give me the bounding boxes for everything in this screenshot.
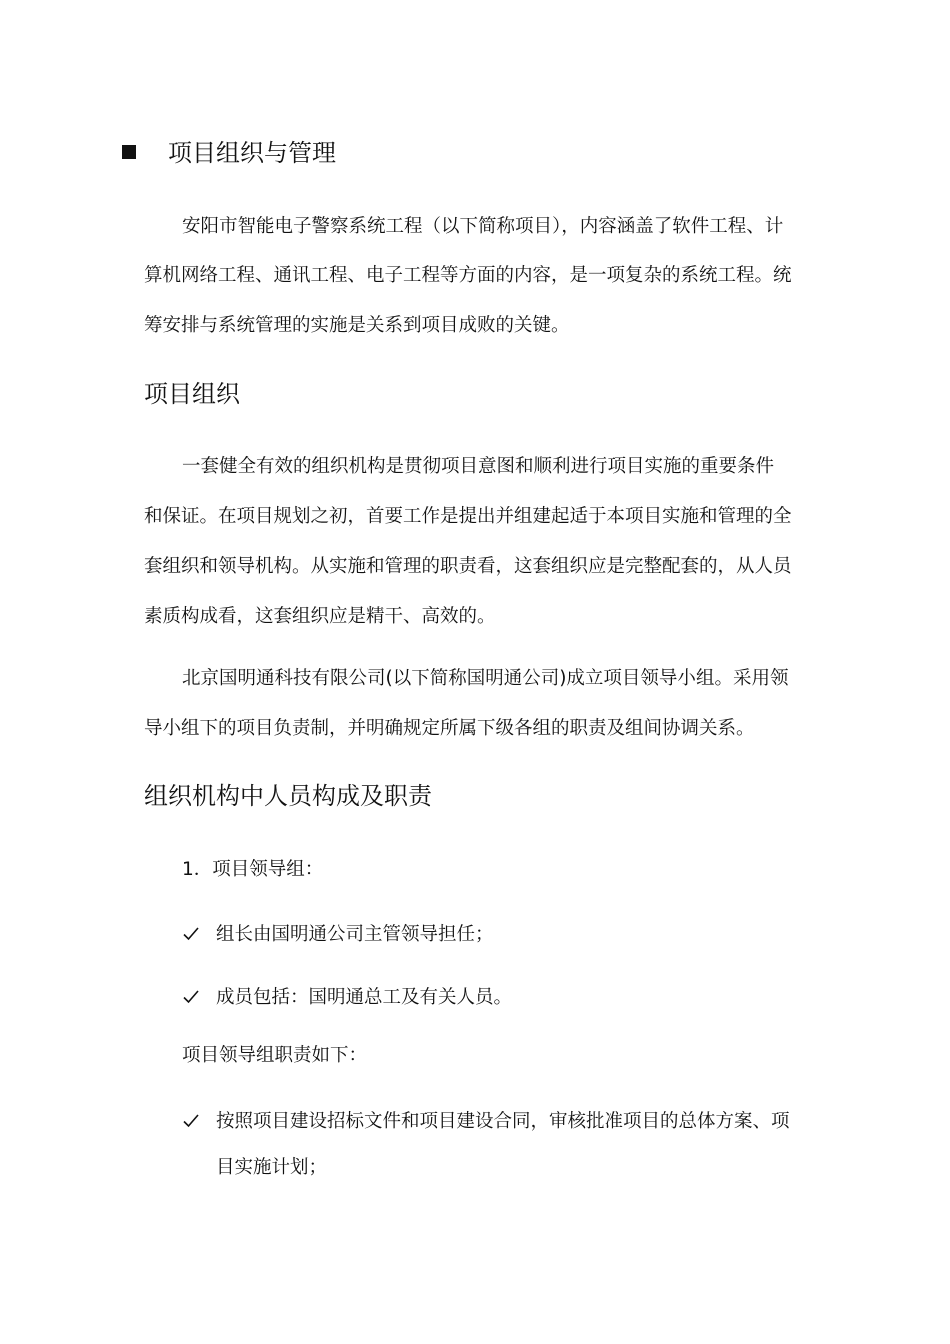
intro-line-1: 安阳市智能电子警察系统工程（以下简称项目），内容涵盖了软件工程、计 bbox=[182, 216, 784, 237]
intro-line-3: 筹安排与系统管理的实施是关系到项目成败的关键。 bbox=[144, 315, 570, 336]
heading-project-organization: 项目组织 bbox=[144, 380, 240, 408]
org-line-3: 套组织和领导机构。从实施和管理的职责看，这套组织应是完整配套的，从人员 bbox=[144, 556, 792, 577]
duty-item-line-1: 按照项目建设招标文件和项目建设合同，审核批准项目的总体方案、项 bbox=[216, 1111, 790, 1132]
square-bullet-icon bbox=[122, 145, 136, 159]
duties-title: 项目领导组职责如下： bbox=[182, 1045, 368, 1066]
checkmark-icon bbox=[182, 1112, 200, 1130]
item-1-title: 1．项目领导组： bbox=[182, 859, 324, 880]
company-line-2: 导小组下的项目负责制，并明确规定所属下级各组的职责及组间协调关系。 bbox=[144, 718, 755, 739]
intro-line-2: 算机网络工程、通讯工程、电子工程等方面的内容，是一项复杂的系统工程。统 bbox=[144, 265, 792, 286]
org-line-4: 素质构成看，这套组织应是精干、高效的。 bbox=[144, 606, 496, 627]
checkmark-icon bbox=[182, 925, 200, 943]
checkmark-icon bbox=[182, 988, 200, 1006]
heading-staff-and-duties: 组织机构中人员构成及职责 bbox=[144, 782, 432, 810]
section-title: 项目组织与管理 bbox=[168, 139, 336, 167]
duty-item-line-2: 目实施计划； bbox=[216, 1157, 328, 1178]
company-line-1: 北京国明通科技有限公司(以下简称国明通公司)成立项目领导小组。采用领 bbox=[182, 668, 789, 689]
org-line-1: 一套健全有效的组织机构是贯彻项目意图和顺利进行项目实施的重要条件 bbox=[182, 456, 775, 477]
check-item-leader: 组长由国明通公司主管领导担任； bbox=[216, 924, 494, 945]
check-item-members: 成员包括：国明通总工及有关人员。 bbox=[216, 987, 513, 1008]
org-line-2: 和保证。在项目规划之初，首要工作是提出并组建起适于本项目实施和管理的全 bbox=[144, 506, 792, 527]
